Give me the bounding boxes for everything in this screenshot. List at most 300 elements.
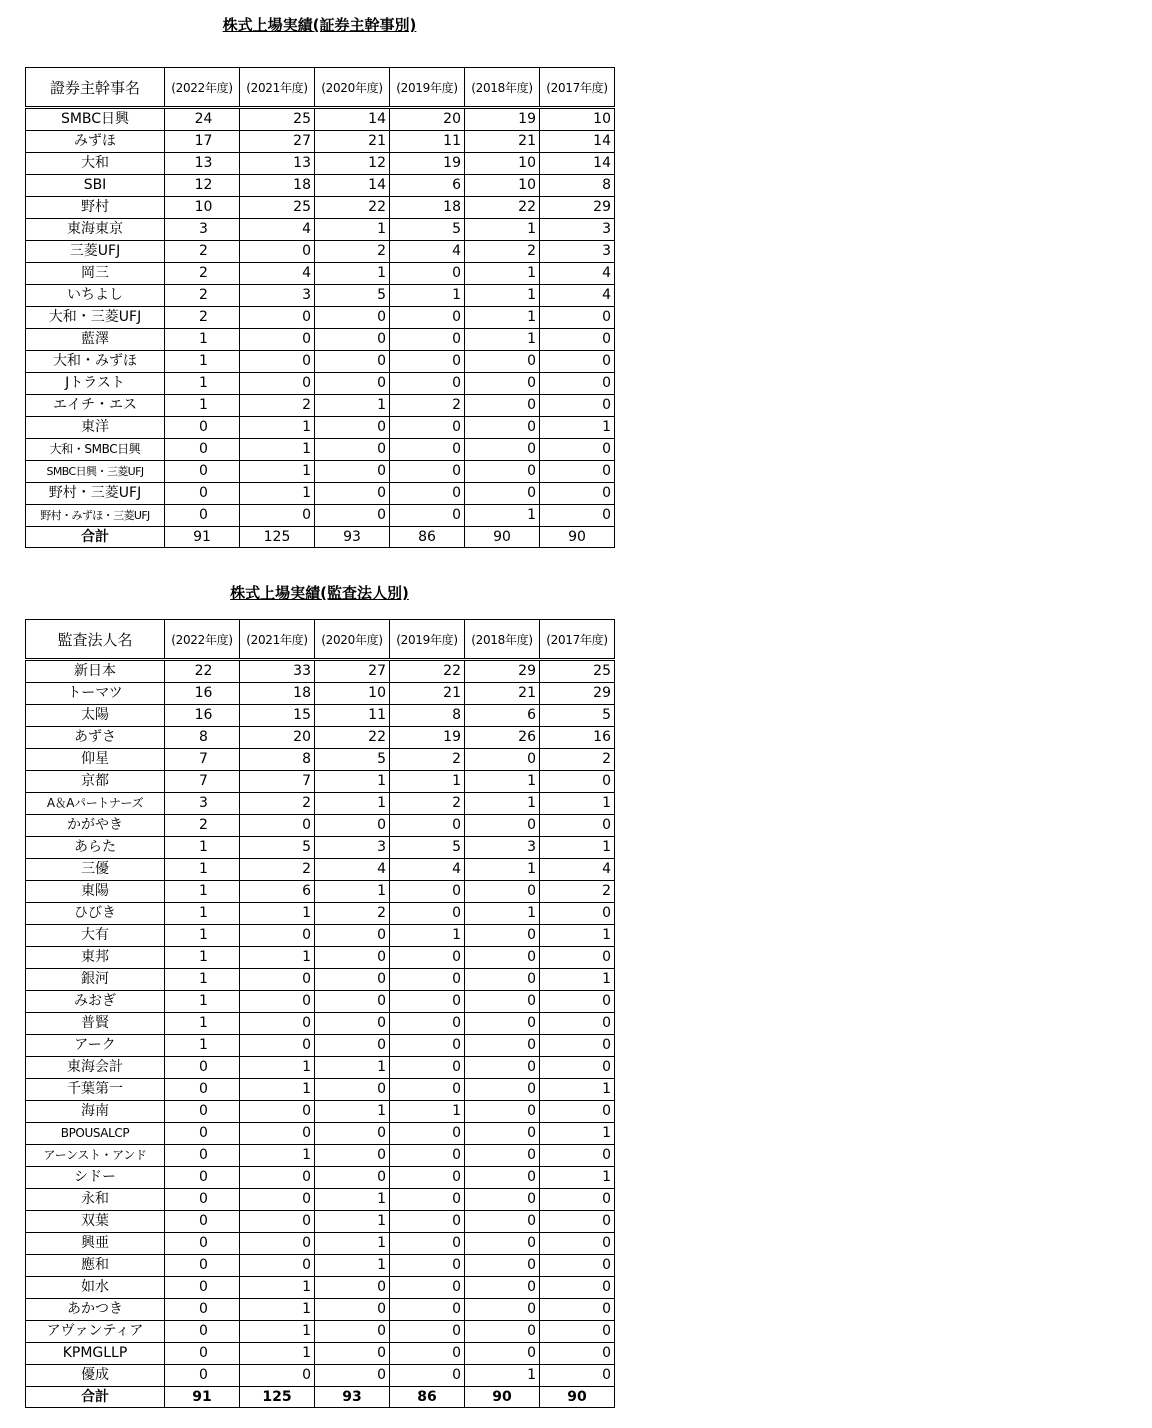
value-cell: 5: [315, 285, 390, 307]
value-cell: 0: [390, 483, 465, 505]
value-cell: 1: [165, 1035, 240, 1057]
value-cell: 0: [315, 815, 390, 837]
value-cell: 0: [540, 903, 615, 925]
value-cell: 1: [315, 1255, 390, 1277]
value-cell: 0: [165, 1189, 240, 1211]
value-cell: 0: [465, 815, 540, 837]
value-cell: 0: [390, 373, 465, 395]
value-cell: 0: [540, 1145, 615, 1167]
value-cell: 4: [540, 263, 615, 285]
value-cell: 1: [540, 417, 615, 439]
value-cell: 0: [165, 1277, 240, 1299]
total-cell: 93: [315, 527, 390, 548]
total-cell: 93: [315, 1387, 390, 1408]
value-cell: 0: [540, 1299, 615, 1321]
value-cell: 0: [465, 1233, 540, 1255]
value-cell: 0: [315, 925, 390, 947]
total-cell: 90: [465, 1387, 540, 1408]
value-cell: 0: [465, 1277, 540, 1299]
value-cell: 0: [315, 307, 390, 329]
year-column-header: (2018年度): [465, 620, 540, 660]
value-cell: 7: [165, 771, 240, 793]
value-cell: 21: [465, 131, 540, 153]
value-cell: 1: [465, 859, 540, 881]
row-name-cell: 大和・三菱UFJ: [26, 307, 165, 329]
row-name-cell: 永和: [26, 1189, 165, 1211]
table-row: [26, 483, 615, 505]
table-row: [26, 241, 615, 263]
value-cell: 0: [465, 969, 540, 991]
value-cell: 0: [390, 263, 465, 285]
table-row: [26, 1321, 615, 1343]
value-cell: 0: [390, 329, 465, 351]
table-row: [26, 285, 615, 307]
value-cell: 1: [390, 1101, 465, 1123]
value-cell: 0: [315, 1365, 390, 1387]
value-cell: 0: [390, 1079, 465, 1101]
value-cell: 0: [540, 1365, 615, 1387]
row-name-cell: 三菱UFJ: [26, 241, 165, 263]
value-cell: 1: [540, 925, 615, 947]
value-cell: 0: [390, 505, 465, 527]
value-cell: 0: [390, 1035, 465, 1057]
value-cell: 5: [390, 219, 465, 241]
value-cell: 0: [315, 373, 390, 395]
total-cell: 91: [165, 1387, 240, 1408]
value-cell: 1: [390, 925, 465, 947]
value-cell: 3: [315, 837, 390, 859]
value-cell: 29: [540, 683, 615, 705]
value-cell: 1: [240, 461, 315, 483]
value-cell: 1: [465, 771, 540, 793]
value-cell: 0: [465, 1189, 540, 1211]
value-cell: 1: [390, 771, 465, 793]
value-cell: 0: [165, 417, 240, 439]
value-cell: 0: [240, 969, 315, 991]
value-cell: 1: [315, 793, 390, 815]
value-cell: 0: [315, 351, 390, 373]
value-cell: 6: [240, 881, 315, 903]
value-cell: 7: [165, 749, 240, 771]
header-row: [26, 68, 615, 108]
value-cell: 0: [540, 307, 615, 329]
value-cell: 12: [315, 153, 390, 175]
value-cell: 1: [465, 793, 540, 815]
total-cell: 90: [540, 1387, 615, 1408]
value-cell: 0: [165, 1167, 240, 1189]
row-name-cell: 普賢: [26, 1013, 165, 1035]
value-cell: 1: [540, 793, 615, 815]
value-cell: 0: [165, 1145, 240, 1167]
table-row: [26, 1233, 615, 1255]
row-name-cell: 新日本: [26, 660, 165, 683]
table-row: [26, 1035, 615, 1057]
value-cell: 0: [390, 1365, 465, 1387]
value-cell: 0: [165, 505, 240, 527]
value-cell: 0: [315, 505, 390, 527]
row-name-cell: 大和・SMBC日興: [26, 439, 165, 461]
value-cell: 0: [165, 1299, 240, 1321]
value-cell: 1: [240, 1277, 315, 1299]
table-row: [26, 1123, 615, 1145]
value-cell: 1: [240, 1299, 315, 1321]
value-cell: 2: [315, 903, 390, 925]
value-cell: 0: [240, 815, 315, 837]
value-cell: 25: [240, 197, 315, 219]
value-cell: 5: [240, 837, 315, 859]
row-name-cell: アーンスト・アンド: [26, 1145, 165, 1167]
value-cell: 0: [315, 991, 390, 1013]
value-cell: 0: [465, 947, 540, 969]
value-cell: 1: [240, 1057, 315, 1079]
value-cell: 0: [540, 1013, 615, 1035]
value-cell: 0: [465, 1035, 540, 1057]
value-cell: 0: [540, 329, 615, 351]
value-cell: 0: [390, 417, 465, 439]
value-cell: 0: [540, 1255, 615, 1277]
row-name-cell: アーク: [26, 1035, 165, 1057]
value-cell: 0: [540, 815, 615, 837]
value-cell: 0: [540, 1189, 615, 1211]
value-cell: 0: [165, 483, 240, 505]
value-cell: 1: [540, 1167, 615, 1189]
value-cell: 1: [165, 859, 240, 881]
total-cell: 86: [390, 527, 465, 548]
table-row: [26, 1101, 615, 1123]
value-cell: 18: [390, 197, 465, 219]
value-cell: 10: [165, 197, 240, 219]
value-cell: 1: [315, 1189, 390, 1211]
value-cell: 0: [540, 1101, 615, 1123]
value-cell: 5: [315, 749, 390, 771]
value-cell: 0: [240, 1123, 315, 1145]
table-row: [26, 108, 615, 131]
table-body: [26, 108, 615, 527]
table-row: [26, 307, 615, 329]
value-cell: 6: [465, 705, 540, 727]
value-cell: 16: [165, 683, 240, 705]
value-cell: 1: [465, 505, 540, 527]
value-cell: 0: [390, 439, 465, 461]
table-row: [26, 1189, 615, 1211]
table-row: [26, 947, 615, 969]
value-cell: 0: [240, 505, 315, 527]
value-cell: 0: [465, 991, 540, 1013]
total-cell: 86: [390, 1387, 465, 1408]
value-cell: 0: [540, 947, 615, 969]
value-cell: 1: [165, 903, 240, 925]
value-cell: 3: [165, 219, 240, 241]
value-cell: 0: [540, 439, 615, 461]
value-cell: 18: [240, 683, 315, 705]
row-name-cell: 海南: [26, 1101, 165, 1123]
row-name-cell: みおぎ: [26, 991, 165, 1013]
value-cell: 0: [240, 1255, 315, 1277]
value-cell: 0: [465, 925, 540, 947]
value-cell: 22: [165, 660, 240, 683]
value-cell: 7: [240, 771, 315, 793]
value-cell: 0: [465, 1255, 540, 1277]
value-cell: 19: [390, 153, 465, 175]
value-cell: 10: [465, 153, 540, 175]
table-row: [26, 705, 615, 727]
value-cell: 0: [540, 395, 615, 417]
row-name-cell: あらた: [26, 837, 165, 859]
row-name-cell: 大和・みずほ: [26, 351, 165, 373]
value-cell: 1: [315, 263, 390, 285]
table-row: [26, 991, 615, 1013]
value-cell: 25: [240, 108, 315, 131]
table-row: [26, 1079, 615, 1101]
value-cell: 26: [465, 727, 540, 749]
value-cell: 18: [240, 175, 315, 197]
value-cell: 0: [465, 1321, 540, 1343]
value-cell: 0: [465, 483, 540, 505]
value-cell: 1: [465, 219, 540, 241]
value-cell: 0: [465, 1013, 540, 1035]
row-name-cell: 仰星: [26, 749, 165, 771]
row-name-cell: 太陽: [26, 705, 165, 727]
value-cell: 2: [165, 815, 240, 837]
table-row: [26, 837, 615, 859]
table-row: [26, 197, 615, 219]
value-cell: 0: [540, 461, 615, 483]
value-cell: 0: [165, 1365, 240, 1387]
value-cell: 1: [315, 1211, 390, 1233]
table-row: [26, 395, 615, 417]
value-cell: 11: [390, 131, 465, 153]
value-cell: 0: [390, 1145, 465, 1167]
total-label: 合計: [26, 527, 165, 548]
value-cell: 2: [165, 285, 240, 307]
value-cell: 0: [465, 439, 540, 461]
value-cell: 0: [390, 1255, 465, 1277]
value-cell: 1: [540, 969, 615, 991]
table-row: [26, 660, 615, 683]
value-cell: 0: [540, 1321, 615, 1343]
value-cell: 8: [390, 705, 465, 727]
value-cell: 0: [465, 1167, 540, 1189]
value-cell: 1: [165, 373, 240, 395]
table-row: [26, 373, 615, 395]
value-cell: 1: [315, 1233, 390, 1255]
value-cell: 4: [540, 285, 615, 307]
underwriter-table: [25, 67, 615, 548]
year-column-header: (2017年度): [540, 620, 615, 660]
value-cell: 0: [240, 373, 315, 395]
value-cell: 0: [540, 351, 615, 373]
row-name-cell: 双葉: [26, 1211, 165, 1233]
value-cell: 16: [165, 705, 240, 727]
table-row: [26, 329, 615, 351]
value-cell: 17: [165, 131, 240, 153]
value-cell: 0: [465, 1343, 540, 1365]
value-cell: 1: [465, 263, 540, 285]
value-cell: 1: [540, 1123, 615, 1145]
table-row: [26, 461, 615, 483]
value-cell: 22: [390, 660, 465, 683]
value-cell: 0: [390, 1167, 465, 1189]
value-cell: 0: [390, 461, 465, 483]
value-cell: 0: [165, 1255, 240, 1277]
value-cell: 0: [390, 1299, 465, 1321]
value-cell: 0: [240, 925, 315, 947]
table-row: [26, 903, 615, 925]
total-cell: 91: [165, 527, 240, 548]
value-cell: 0: [390, 307, 465, 329]
row-name-cell: SMBC日興・三菱UFJ: [26, 461, 165, 483]
value-cell: 0: [165, 1101, 240, 1123]
value-cell: 0: [465, 881, 540, 903]
value-cell: 0: [465, 1299, 540, 1321]
year-column-header: (2022年度): [165, 68, 240, 108]
value-cell: 0: [465, 461, 540, 483]
value-cell: 10: [315, 683, 390, 705]
value-cell: 0: [540, 1343, 615, 1365]
value-cell: 0: [315, 483, 390, 505]
value-cell: 1: [315, 1101, 390, 1123]
row-name-cell: 銀河: [26, 969, 165, 991]
value-cell: 14: [315, 108, 390, 131]
table-row: [26, 771, 615, 793]
value-cell: 2: [390, 395, 465, 417]
value-cell: 10: [465, 175, 540, 197]
value-cell: 1: [165, 991, 240, 1013]
table-row: [26, 925, 615, 947]
row-name-cell: あずさ: [26, 727, 165, 749]
table-row: [26, 793, 615, 815]
value-cell: 2: [240, 793, 315, 815]
row-name-cell: 東陽: [26, 881, 165, 903]
value-cell: 0: [315, 329, 390, 351]
value-cell: 4: [540, 859, 615, 881]
value-cell: 0: [540, 1211, 615, 1233]
value-cell: 2: [165, 263, 240, 285]
value-cell: 2: [165, 307, 240, 329]
row-name-cell: いちよし: [26, 285, 165, 307]
value-cell: 0: [240, 1365, 315, 1387]
value-cell: 2: [240, 859, 315, 881]
total-label: 合計: [26, 1387, 165, 1408]
value-cell: 25: [540, 660, 615, 683]
value-cell: 0: [540, 1057, 615, 1079]
value-cell: 1: [465, 1365, 540, 1387]
value-cell: 0: [315, 1013, 390, 1035]
value-cell: 0: [240, 991, 315, 1013]
row-name-cell: あかつき: [26, 1299, 165, 1321]
value-cell: 0: [390, 1211, 465, 1233]
value-cell: 0: [315, 1167, 390, 1189]
value-cell: 13: [165, 153, 240, 175]
year-column-header: (2022年度): [165, 620, 240, 660]
year-column-header: (2017年度): [540, 68, 615, 108]
value-cell: 5: [540, 705, 615, 727]
table-row: [26, 417, 615, 439]
value-cell: 4: [315, 859, 390, 881]
total-cell: 125: [240, 527, 315, 548]
value-cell: 0: [240, 1035, 315, 1057]
row-name-cell: A＆Aパートナーズ: [26, 793, 165, 815]
value-cell: 0: [390, 1057, 465, 1079]
value-cell: 0: [540, 991, 615, 1013]
value-cell: 0: [315, 417, 390, 439]
value-cell: 0: [390, 1343, 465, 1365]
value-cell: 1: [465, 903, 540, 925]
value-cell: 0: [390, 1233, 465, 1255]
value-cell: 16: [540, 727, 615, 749]
value-cell: 4: [240, 263, 315, 285]
table-row: [26, 969, 615, 991]
value-cell: 22: [465, 197, 540, 219]
value-cell: 0: [465, 1145, 540, 1167]
value-cell: 0: [240, 1167, 315, 1189]
row-name-cell: 野村: [26, 197, 165, 219]
value-cell: 0: [465, 351, 540, 373]
value-cell: 0: [165, 439, 240, 461]
table-row: [26, 1343, 615, 1365]
value-cell: 0: [240, 241, 315, 263]
value-cell: 0: [315, 1145, 390, 1167]
total-cell: 90: [540, 527, 615, 548]
value-cell: 14: [315, 175, 390, 197]
value-cell: 1: [240, 1145, 315, 1167]
table-row: [26, 881, 615, 903]
value-cell: 1: [465, 307, 540, 329]
value-cell: 19: [465, 108, 540, 131]
row-name-cell: 興亜: [26, 1233, 165, 1255]
value-cell: 20: [240, 727, 315, 749]
value-cell: 1: [165, 837, 240, 859]
value-cell: 11: [315, 705, 390, 727]
table-row: [26, 1299, 615, 1321]
value-cell: 1: [315, 395, 390, 417]
value-cell: 0: [315, 969, 390, 991]
table-row: [26, 683, 615, 705]
value-cell: 8: [240, 749, 315, 771]
value-cell: 4: [390, 241, 465, 263]
value-cell: 1: [165, 881, 240, 903]
value-cell: 0: [540, 771, 615, 793]
value-cell: 0: [465, 749, 540, 771]
value-cell: 8: [540, 175, 615, 197]
row-name-cell: かがやき: [26, 815, 165, 837]
value-cell: 27: [240, 131, 315, 153]
value-cell: 2: [390, 793, 465, 815]
value-cell: 3: [240, 285, 315, 307]
row-name-cell: トーマツ: [26, 683, 165, 705]
value-cell: 0: [240, 1189, 315, 1211]
table-row: [26, 131, 615, 153]
value-cell: 0: [540, 1277, 615, 1299]
value-cell: 0: [465, 1101, 540, 1123]
value-cell: 0: [165, 1321, 240, 1343]
row-name-cell: ひびき: [26, 903, 165, 925]
total-cell: 90: [465, 527, 540, 548]
value-cell: 0: [240, 1233, 315, 1255]
row-name-cell: みずほ: [26, 131, 165, 153]
value-cell: 0: [390, 815, 465, 837]
value-cell: 3: [540, 219, 615, 241]
row-name-cell: 如水: [26, 1277, 165, 1299]
value-cell: 0: [465, 395, 540, 417]
value-cell: 1: [240, 1343, 315, 1365]
value-cell: 0: [240, 329, 315, 351]
value-cell: 0: [240, 307, 315, 329]
value-cell: 1: [240, 439, 315, 461]
year-column-header: (2018年度): [465, 68, 540, 108]
value-cell: 1: [165, 969, 240, 991]
value-cell: 0: [315, 461, 390, 483]
